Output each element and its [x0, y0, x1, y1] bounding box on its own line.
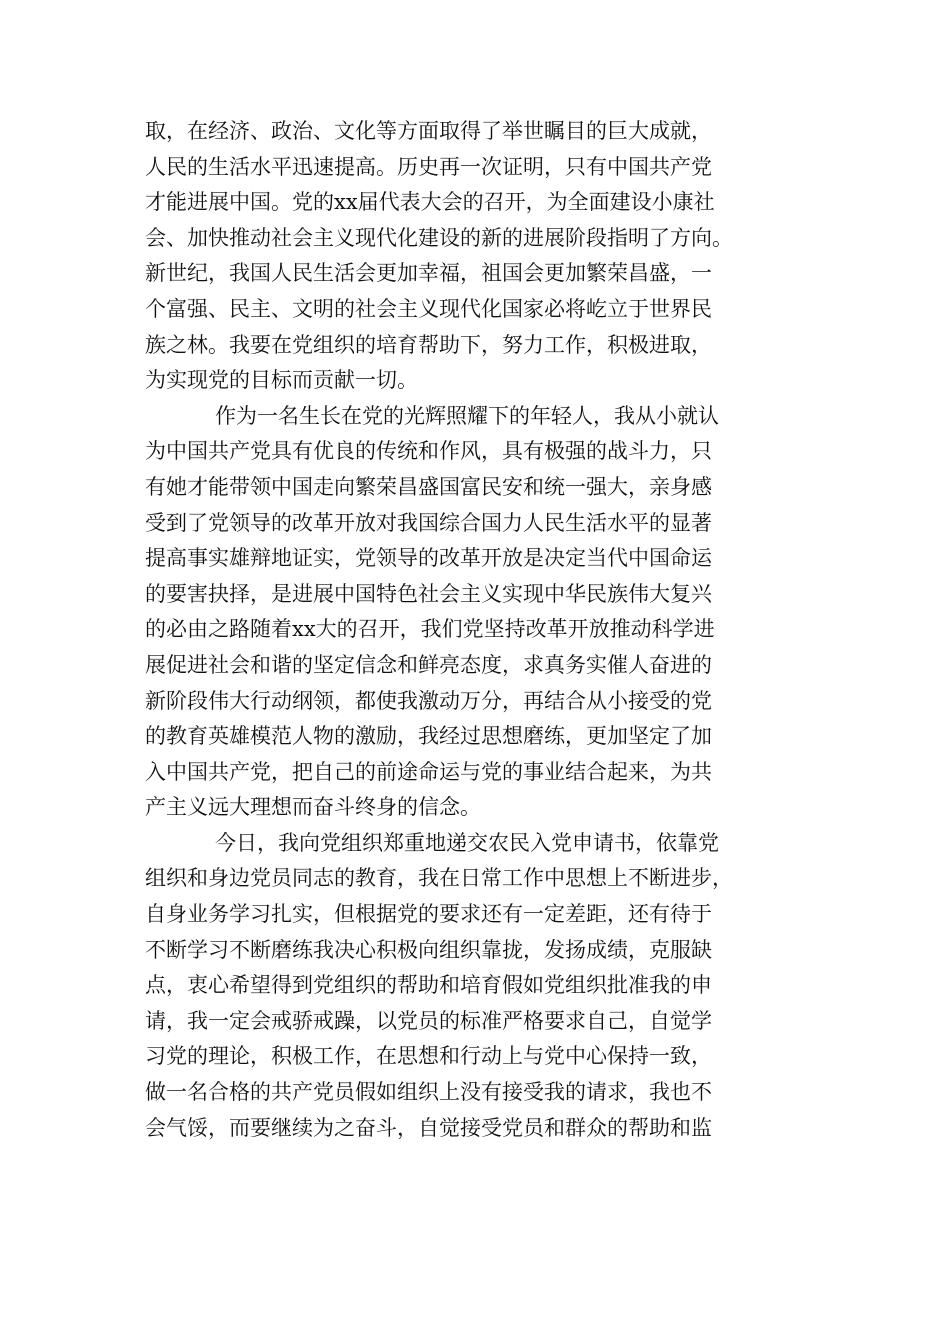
text-line: 才能进展中国。党的xx届代表大会的召开，为全面建设小康社 [145, 190, 715, 215]
text-line: 的教育英雄模范人物的激励，我经过思想磨练，更加坚定了加 [145, 724, 712, 749]
text-line: 新阶段伟大行动纲领，都使我激动万分，再结合从小接受的党 [145, 688, 712, 713]
text-line: 的必由之路随着xx大的召开，我们党坚持改革开放推动科学进 [145, 617, 715, 642]
text-line: 组织和身边党员同志的教育，我在日常工作中思想上不断进步， [145, 866, 733, 891]
text-line: 取，在经济、政治、文化等方面取得了举世瞩目的巨大成就， [145, 119, 712, 143]
text-line: 自身业务学习扎实，但根据党的要求还有一定差距，还有待于 [145, 902, 712, 927]
text-line: 作为一名生长在党的光辉照耀下的年轻人，我从小就认 [215, 403, 719, 428]
text-line: 为实现党的目标而贡献一切。 [145, 368, 418, 393]
text-line: 不断学习不断磨练我决心积极向组织靠拢，发扬成绩，克服缺 [145, 937, 712, 962]
text-line: 有她才能带领中国走向繁荣昌盛国富民安和统一强大，亲身感 [145, 474, 712, 499]
text-line: 个富强、民主、文明的社会主义现代化国家必将屹立于世界民 [145, 296, 712, 321]
text-line: 提高事实雄辩地证实，党领导的改革开放是决定当代中国命运 [145, 546, 712, 571]
text-line: 人民的生活水平迅速提高。历史再一次证明，只有中国共产党 [145, 154, 712, 179]
text-line: 入中国共产党，把自己的前途命运与党的事业结合起来，为共 [145, 759, 712, 784]
paragraph [145, 114, 810, 399]
paragraph [145, 399, 810, 826]
text-line: 会、加快推动社会主义现代化建设的新的进展阶段指明了方向。 [145, 225, 733, 250]
text-line: 习党的理论，积极工作，在思想和行动上与党中心保持一致， [145, 1044, 712, 1069]
text-line: 今日，我向党组织郑重地递交农民入党申请书，依靠党 [215, 830, 719, 855]
text-line: 为中国共产党具有优良的传统和作风，具有极强的战斗力，只 [145, 439, 712, 464]
text-line: 新世纪，我国人民生活会更加幸福，祖国会更加繁荣昌盛，一 [145, 261, 712, 286]
text-line: 点，衷心希望得到党组织的帮助和培育假如党组织批准我的申 [145, 973, 712, 998]
text-line: 族之林。我要在党组织的培育帮助下，努力工作，积极进取， [145, 332, 712, 357]
text-line: 会气馁，而要继续为之奋斗，自觉接受党员和群众的帮助和监 [145, 1115, 712, 1140]
text-line: 做一名合格的共产党员假如组织上没有接受我的请求，我也不 [145, 1080, 712, 1105]
document-body [145, 114, 810, 1146]
text-line: 受到了党领导的改革开放对我国综合国力人民生活水平的显著 [145, 510, 712, 535]
text-line: 请，我一定会戒骄戒躁，以党员的标准严格要求自己，自觉学 [145, 1008, 712, 1033]
text-line: 的要害抉择，是进展中国特色社会主义实现中华民族伟大复兴 [145, 581, 712, 606]
text-line: 展促进社会和谐的坚定信念和鲜亮态度，求真务实催人奋进的 [145, 652, 712, 677]
paragraph [145, 826, 810, 1146]
text-line: 产主义远大理想而奋斗终身的信念。 [145, 795, 481, 820]
